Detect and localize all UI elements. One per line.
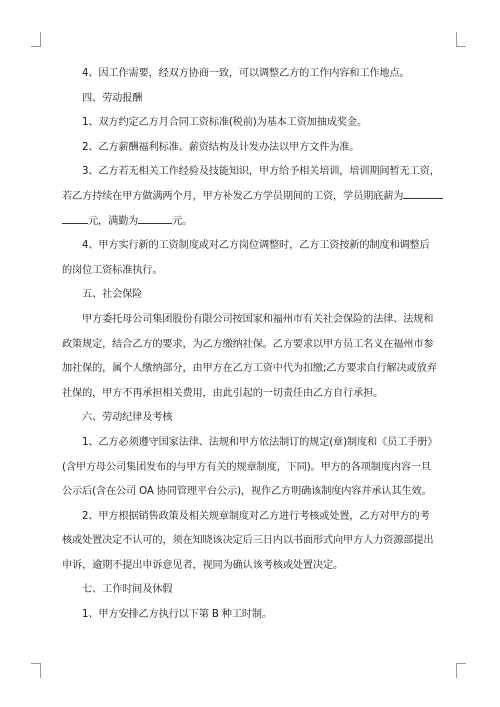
- paragraph: 1、甲方安排乙方执行以下第 B 种工时制。: [82, 609, 272, 621]
- text-run: 若乙方持续在甲方做满两个月，甲方补发乙方学员期间的工资，学员期底薪为: [62, 190, 404, 202]
- paragraph: 3、乙方若无相关工作经验及技能知识，甲方给予相关培训，培训期间暂无工资，: [82, 166, 440, 178]
- paragraph: 2、乙方薪酬福利标准、薪资结构及计发办法以甲方文件为准。: [82, 141, 360, 153]
- paragraph-continued: 社保的，甲方不再承担相关费用，由此引起的一切责任由乙方自行承担。: [62, 387, 384, 399]
- paragraph: 4、因工作需要，经双方协商一致，可以调整乙方的工作内容和工作地点。: [82, 68, 410, 79]
- paragraph-continued: (含甲方母公司集团发布的与甲方有关的规章制度，下同)。甲方的各项制度内容一旦: [62, 461, 431, 473]
- document-body: [62, 62, 438, 628]
- paragraph-continued: 政策规定，结合乙方的要求，为乙方缴纳社保。乙方要求以甲方员工名义在福州市参: [62, 338, 434, 350]
- paragraph: 1、乙方必须遵守国家法律、法规和甲方依法制订的规定(章)制度和《员工手册》: [82, 436, 438, 448]
- paragraph: 2、甲方根据销售政策及相关规章制度对乙方进行考核或处置，乙方对甲方的考: [82, 510, 430, 522]
- crop-mark-top-right: [456, 32, 466, 47]
- paragraph-continued: [62, 210, 438, 235]
- crop-mark-bottom-right: [456, 663, 466, 678]
- section-heading: 七、工作时间及休假: [82, 584, 173, 596]
- section-heading: 四、劳动报酬: [82, 92, 143, 104]
- fill-in-blank: [403, 188, 443, 199]
- section-heading: 五、社会保险: [82, 289, 143, 301]
- section-heading: 六、劳动纪律及考核: [82, 412, 173, 424]
- paragraph-continued: 加社保的，属个人缴纳部分，由甲方在乙方工资中代为扣缴;乙方要求自行解决或放弃: [62, 363, 437, 375]
- paragraph-continued: 的岗位工资标准执行。: [62, 264, 163, 276]
- crop-mark-bottom-left: [31, 663, 41, 678]
- fill-in-blank: [62, 213, 88, 224]
- text-run: 元。: [172, 215, 193, 227]
- text-run: 元，满勤为: [88, 215, 139, 227]
- paragraph: 4、甲方实行新的工资制度或对乙方岗位调整时，乙方工资按新的制度和调整后: [82, 240, 430, 252]
- paragraph-continued: 公示后(含在公司 OA 协同管理平台公示)，视作乙方明确该制度内容并承认其生效。: [62, 486, 432, 498]
- paragraph-continued: 核或处置决定不认可的，须在知晓该决定后三日内以书面形式向甲方人力资源部提出: [62, 535, 434, 547]
- paragraph: 1、双方约定乙方月合同工资标准(税前)为基本工资加抽成奖金。: [82, 117, 367, 129]
- paragraph-continued: [62, 185, 438, 210]
- paragraph: 甲方委托母公司集团股份有限公司按国家和福州市有关社会保险的法律、法规和: [82, 313, 434, 325]
- paragraph-continued: 申诉，逾期不提出申诉意见者，视同为确认该考核或处置决定。: [62, 559, 344, 571]
- crop-mark-top-left: [31, 32, 41, 47]
- fill-in-blank: [138, 213, 172, 224]
